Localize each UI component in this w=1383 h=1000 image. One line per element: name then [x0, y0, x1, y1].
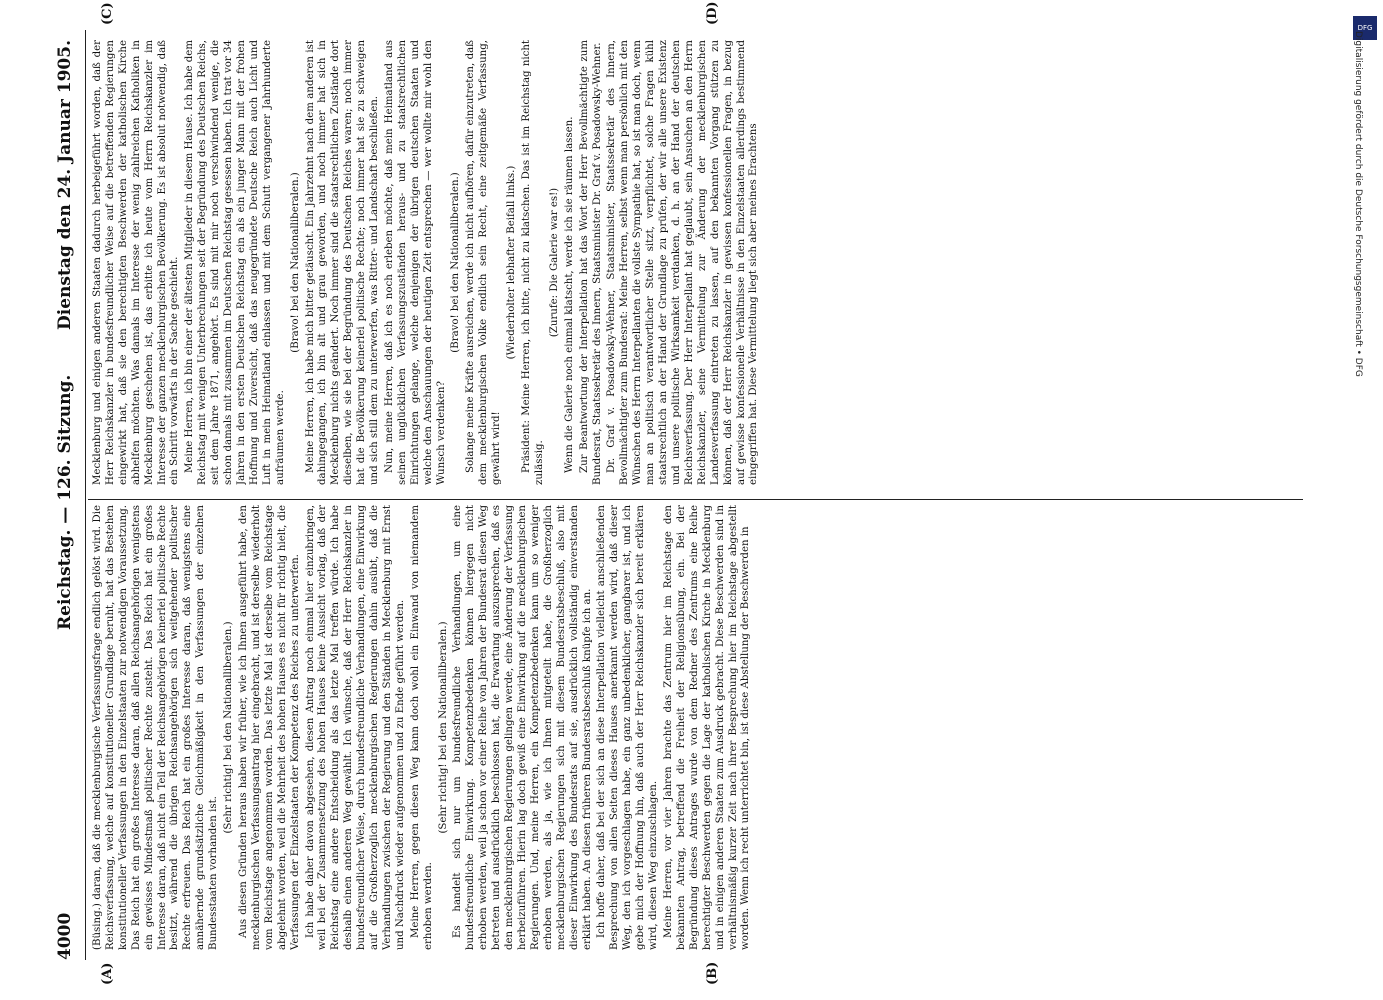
- interjection: (Bravo! bei den Nationalliberalen.): [450, 172, 462, 353]
- dfg-logo-icon: DFG: [1353, 16, 1377, 40]
- paragraph: Solange meine Kräfte ausreichen, werde ich nicht aufhören, dafür einzutreten, daß dem mecklenburgischen Volke endlich sein Recht, eine zeitgemäße Verfassung, gewährt wird!: [465, 40, 503, 485]
- paragraph: Meine Herren, ich bin einer der ältesten Mitglieder in diesem Hause. Ich habe dem Reichstag mit wenigen Unterbrechungen seit der Begründung des Deutschen Reichs, seit dem Jahre 1871, angehört. Es sind mit mir noch verschwindend wenige, die schon damals mit zusammen im Deutschen Reichstag gesessen haben. Ich trat vor 34 Jahren in den ersten Deutschen Reichstag ein als ein junger Mann mit der frohen Hoffnung und Zuversicht, daß das neugegründete Deutsche Reich auch Licht und Luft in mein Heimatland einlassen und mit dem Schutt vergangener Jahrhunderte aufräumen werde.: [184, 40, 286, 485]
- paragraph: Wenn die Galerie noch einmal klatscht, werde ich sie räumen lassen.: [563, 116, 575, 473]
- paragraph: Dr. Graf v. Posadowsky-Wehner, Staatsminister, Staatssekretär des Innern, Bevollmächtigter zum Bundesrat: Meine Herren, selbst wenn man persönlich mit den Wünschen des Herrn Interpellanten die vollste Sympathie hat, so ist man doch, wenn man an politisch verantwortlicher Stelle sitzt, verpflichtet, solche Fragen kühl staatsrechtlich an der Hand der Grundlage zu prüfen, der wir alle unsere Existenz und unsere politische Wirksamkeit verdanken, d. h. an der Hand der deutschen Reichsverfassung. Der Herr Interpellant hat geglaubt, sein Ansuchen an den Herrn Reichskanzler, seine Vermittelung zur Änderung der mecklenburgischen Landesverfassung eintreten zu lassen, auf den bekannten Vorgang stützen zu können, daß der Herr Reichskanzler in gewissen konfessionellen Fragen, in bezug auf gewisse konfessionelle Verhältnisse in den Einzelstaaten allerdings bestimmend eingegriffen hat. Diese Vermittelung liegt sich aber meines Erachtens: [606, 40, 760, 485]
- page-header: [55, 40, 85, 960]
- paragraph: Ich habe daher davon abgesehen, diesen Antrag noch einmal hier einzubringen, weil bei der Zusammensetzung des hohen Hauses keine Aussicht vorlag, daß der Reichstag eine andere Entscheidung als das letzte Mal treffen würde. Ich habe deshalb einen anderen Weg gewählt. Ich wünsche, daß der Herr Reichskanzler in bundesfreundlicher Weise, durch bundesfreundliche Verhandlungen, eine Einwirkung auf die Großherzoglich mecklenburgischen Regierungen dahin ausübt, daß die Verhandlungen zwischen der Regierung und den Ständen in Mecklenburg mit Ernst und Nachdruck wieder aufgenommen und zu Ende geführt werden.: [304, 505, 406, 950]
- paragraph: Ich hoffe daher, daß bei der sich an diese Interpellation vielleicht anschließenden Besprechung von allen Seiten dieses Hauses anerkannt werden wird, daß dieser Weg, den ich vorgeschlagen habe, ein ganz unbedenklicher, gangbarer ist, und ich gebe mich der Hoffnung hin, daß auch der Herr Reichskanzler sich bereit erklären wird, diesen Weg einzuschlagen.: [596, 505, 660, 950]
- margin-marker-d: (D): [705, 1, 720, 25]
- paragraph: Meine Herren, vor vier Jahren brachte das Zentrum hier im Reichstage den bekannten Antrag, betreffend die Freiheit der Religionsübung, ein. Bei der Begründung dieses Antrages wurde von dem Redner des Zentrums eine Reihe berechtigter Beschwerden gegen die Lage der katholischen Kirche in Mecklenburg und in einigen anderen Staaten zum Ausdruck gebracht. Diese Beschwerden sind in verhältnismäßig kurzer Zeit nach ihrer Besprechung hier im Reichstage abgestellt worden. Wenn ich recht unterrichtet bin, ist diese Abstellung der Beschwerden in: [662, 505, 752, 950]
- paragraph: Meine Herren, ich habe mich bitter getäuscht. Ein Jahrzehnt nach dem anderen ist dahingegangen, ich bin alt und grau geworden, und noch immer hat sich in Mecklenburg nichts geändert. Noch immer sind die staatsrechtlichen Zustände dort dieselben, wie sie bei der Begründung des Deutschen Reiches waren; noch immer hat die Bevölkerung keinerlei politische Rechte; noch immer hat sie zu schweigen und sich still dem zu unterwerfen, was Ritter- und Landschaft beschließen.: [304, 40, 381, 485]
- interjection: (Wiederholter lebhafter Beifall links.): [506, 165, 518, 360]
- interjection: (Zurufe: Die Galerie war es!): [548, 187, 560, 338]
- digitization-credit: Digitalisierung gefördert durch die Deutsche Forschungsgemeinschaft • DFG: [1353, 31, 1363, 377]
- interjection: (Bravo! bei den Nationalliberalen.): [289, 172, 301, 353]
- paragraph: Aus diesen Gründen heraus haben wir früher, wie ich Ihnen ausgeführt habe, den mecklenburgischen Verfassungsantrag hier eingebracht, und ist derselbe wiederholt vom Reichstage angenommen worden. Das letzte Mal ist derselbe vom Reichstage abgelehnt worden, weil die Mehrheit des hohen Hauses es nicht für richtig hielt, die Verfassungen der Einzelstaaten der Kompetenz des Reiches zu unterwerfen.: [237, 505, 301, 950]
- session-title: Reichstag. — 126. Sitzung.: [55, 374, 75, 630]
- header-rule: [85, 30, 86, 960]
- digitization-footer: [1350, 8, 1380, 993]
- interjection: (Sehr richtig! bei den Nationalliberalen.): [437, 621, 449, 834]
- paragraph: Zur Beantwortung der Interpellation hat das Wort der Herr Bevollmächtigte zum Bundesrat, Staatssekretär des Innern, Staatsminister Dr. Graf v. Posadowsky-Wehner.: [578, 40, 603, 485]
- margin-marker-b: (B): [705, 961, 720, 985]
- paragraph: Meine Herren, gegen diesen Weg kann doch wohl ein Einwand von niemandem erhoben werden.: [409, 505, 434, 950]
- margin-marker-c: (C): [100, 2, 115, 25]
- session-date: Dienstag den 24. Januar 1905.: [55, 40, 75, 330]
- column-divider: [88, 499, 1303, 500]
- paragraph: Präsident: Meine Herren, ich bitte, nicht zu klatschen. Das ist im Reichstag nicht zulässig.: [521, 40, 545, 485]
- page-number: 4000: [55, 912, 75, 960]
- paragraph: Nun, meine Herren, daß ich es noch erleben möchte, daß mein Heimatland aus seinen unglücklichen Verfassungszuständen heraus- und zu staatsrechtlichen Einrichtungen gelange, welche denjenigen der übrigen deutschen Staaten und welche den Anschauungen der heutigen Zeit entsprechen — wer wollte mir wohl den Wunsch verdenken?: [383, 40, 447, 485]
- paragraph: Es handelt sich nur um bundesfreundliche Verhandlungen, um eine bundesfreundliche Einwirkung. Kompetenzbedenken können hiergegen nicht erhoben werden, weil ja schon vor einer Reihe von Jahren der Bundesrat diesen Weg betreten und ausdrücklich beschlossen hat, die Erwartung auszusprechen, daß es den mecklenburgischen Regierungen gelingen werde, eine Änderung der Verfassung herbeizuführen. Hierin lag doch gewiß eine Einwirkung auf die mecklenburgischen Regierungen. Und, meine Herren, ein Kompetenzbedenken kann um so weniger erhoben werden, als ja, wie ich Ihnen mitgeteilt habe, die Großherzoglich mecklenburgischen Regierungen sich mit diesem Bundesratsbeschluß, also mit dieser Einwirkung des Bundesrats auf sie, ausdrücklich vollständig einverstanden erklärt haben. An diesen früheren Bundesratsbeschluß knüpfe ich an.: [452, 505, 593, 950]
- paragraph: (Büsing.) daran, daß die mecklenburgische Verfassungsfrage endlich gelöst wird. Die Reichsverfassung, welche auf konstitutioneller Grundlage beruht, hat das Bestehen konstitutioneller Verfassungen in den Einzelstaaten zur notwendigen Voraussetzung. Das Reich hat ein großes Interesse daran, daß allen Reichsangehörigen wenigstens ein gewisses Mindestmaß politischer Rechte zusteht. Das Reich hat ein großes Interesse daran, daß nicht ein Teil der Reichsangehörigen keinerlei politische Rechte besitzt, während die übrigen Reichsangehörigen sich weitgehender politischer Rechte erfreuen. Das Reich hat ein großes Interesse daran, daß wenigstens eine annähernde grundsätzliche Gleichmäßigkeit in den Verfassungen der einzelnen Bundesstaaten vorhanden ist.: [92, 505, 220, 950]
- paragraph: Mecklenburg und einigen anderen Staaten dadurch herbeigeführt worden, daß der Herr Reichskanzler in bundesfreundlicher Weise auf die betreffenden Regierungen eingewirkt hat, daß sie den berechtigten Beschwerden der katholischen Kirche abhelfen möchten. Was damals im Interesse der wenig zahlreichen Katholiken in Mecklenburg geschehen ist, das erbitte ich heute vom Herrn Reichskanzler im Interesse der ganzen mecklenburgischen Bevölkerung. Es ist absolut notwendig, daß ein Schritt vorwärts in der Sache geschieht.: [92, 40, 181, 485]
- left-column: [92, 505, 1302, 950]
- interjection: (Sehr richtig! bei den Nationalliberalen.): [223, 621, 235, 834]
- right-column: [92, 40, 1302, 485]
- margin-marker-a: (A): [100, 962, 115, 985]
